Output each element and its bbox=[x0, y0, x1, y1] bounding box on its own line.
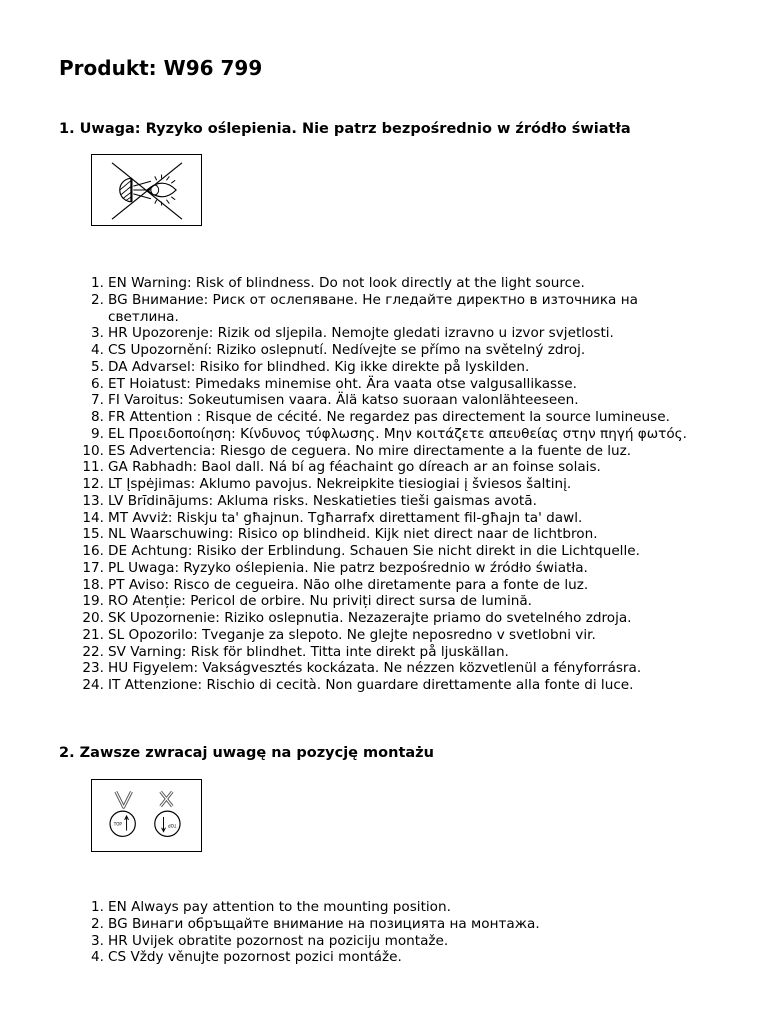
list-item: MT Avviż: Riskju ta' għajnun. Tgħarrafx direttament fil-għajn ta' dawl. bbox=[108, 509, 583, 526]
list-item: EN Warning: Risk of blindness. Do not look directly at the light source. bbox=[108, 275, 585, 291]
list-item: EL Προειδοποίηση: Κίνδυνος τύφλωσης. Μην κοιτάζετε απευθείας στην πηγή φωτός. bbox=[108, 425, 687, 442]
list-item: HU Figyelem: Vakságvesztés kockázata. Ne nézzen közvetlenül a fényforrásra. bbox=[108, 660, 642, 677]
list-item: SV Varning: Risk för blindhet. Titta inte direkt på ljuskällan. bbox=[108, 643, 509, 660]
mounting-translations-list bbox=[108, 899, 708, 966]
list-item: CS Upozornění: Riziko oslepnutí. Nedívejte se přímo na světelný zdroj. bbox=[108, 342, 586, 358]
list-item: CS Vždy věnujte pozornost pozici montáže. bbox=[108, 949, 402, 966]
no-looking-at-light-icon bbox=[91, 154, 202, 226]
warning-translations-list bbox=[108, 275, 708, 694]
list-item: HR Upozorenje: Rizik od sljepila. Nemojte gledati izravno u izvor svjetlosti. bbox=[108, 325, 614, 342]
list-item: IT Attenzione: Rischio di cecità. Non guardare direttamente alla fonte di luce. bbox=[108, 677, 634, 693]
section-heading-mounting-position: 2. Zawsze zwracaj uwagę na pozycję montażu bbox=[59, 745, 434, 761]
list-item: DE Achtung: Risiko der Erblindung. Schauen Sie nicht direkt in die Lichtquelle. bbox=[108, 543, 640, 559]
list-item: SL Opozorilo: Tveganje za slepoto. Ne glejte neposredno v svetlobni vir. bbox=[108, 626, 596, 643]
list-item: FI Varoitus: Sokeutumisen vaara. Älä katso suoraan valonlähteeseen. bbox=[108, 392, 579, 409]
list-item: EN Always pay attention to the mounting position. bbox=[108, 899, 451, 915]
list-item: PL Uwaga: Ryzyko oślepienia. Nie patrz bezpośrednio w źródło światła. bbox=[108, 559, 588, 576]
list-item: FR Attention : Risque de cécité. Ne regardez pas directement la source lumineuse. bbox=[108, 409, 670, 425]
list-item: PT Aviso: Risco de cegueira. Não olhe diretamente para a fonte de luz. bbox=[108, 576, 589, 593]
section-heading-blindness-warning: 1. Uwaga: Ryzyko oślepienia. Nie patrz bezpośrednio w źródło światła bbox=[59, 121, 631, 137]
list-item: RO Atenție: Pericol de orbire. Nu priviți direct sursa de lumină. bbox=[108, 593, 533, 610]
correct-top-label: TOP bbox=[113, 821, 122, 827]
list-item: ES Advertencia: Riesgo de ceguera. No mire directamente a la fuente de luz. bbox=[108, 442, 632, 459]
wrong-top-label: TOP bbox=[168, 822, 177, 828]
list-item: LT Įspėjimas: Aklumo pavojus. Nekreipkite tiesiogiai į šviesos šaltinį. bbox=[108, 476, 572, 492]
mounting-position-icon bbox=[91, 779, 202, 852]
list-item: SK Upozornenie: Riziko oslepnutia. Nezazerajte priamo do svetelného zdroja. bbox=[108, 610, 632, 626]
list-item: GA Rabhadh: Baol dall. Ná bí ag féachaint go díreach ar an foinse solais. bbox=[108, 459, 601, 476]
list-item: HR Uvijek obratite pozornost na poziciju montaže. bbox=[108, 932, 449, 949]
list-item: BG Винаги обръщайте внимание на позицията на монтажа. bbox=[108, 915, 540, 932]
list-item: NL Waarschuwing: Risico op blindheid. Kijk niet direct naar de lichtbron. bbox=[108, 526, 598, 543]
list-item: LV Brīdinājums: Akluma risks. Neskatieties tieši gaismas avotā. bbox=[108, 492, 537, 509]
list-item: DA Advarsel: Risiko for blindhed. Kig ikke direkte på lyskilden. bbox=[108, 358, 530, 375]
mounting-position-icon-graphic bbox=[92, 780, 201, 851]
page-title: Produkt: W96 799 bbox=[59, 56, 263, 80]
no-looking-at-light-icon-graphic bbox=[92, 155, 201, 225]
list-item: ET Hoiatust: Pimedaks minemise oht. Ära vaata otse valgusallikasse. bbox=[108, 375, 577, 392]
list-item: BG Внимание: Риск от ослепяване. Не гледайте директно в източника на светлина. bbox=[108, 291, 638, 325]
